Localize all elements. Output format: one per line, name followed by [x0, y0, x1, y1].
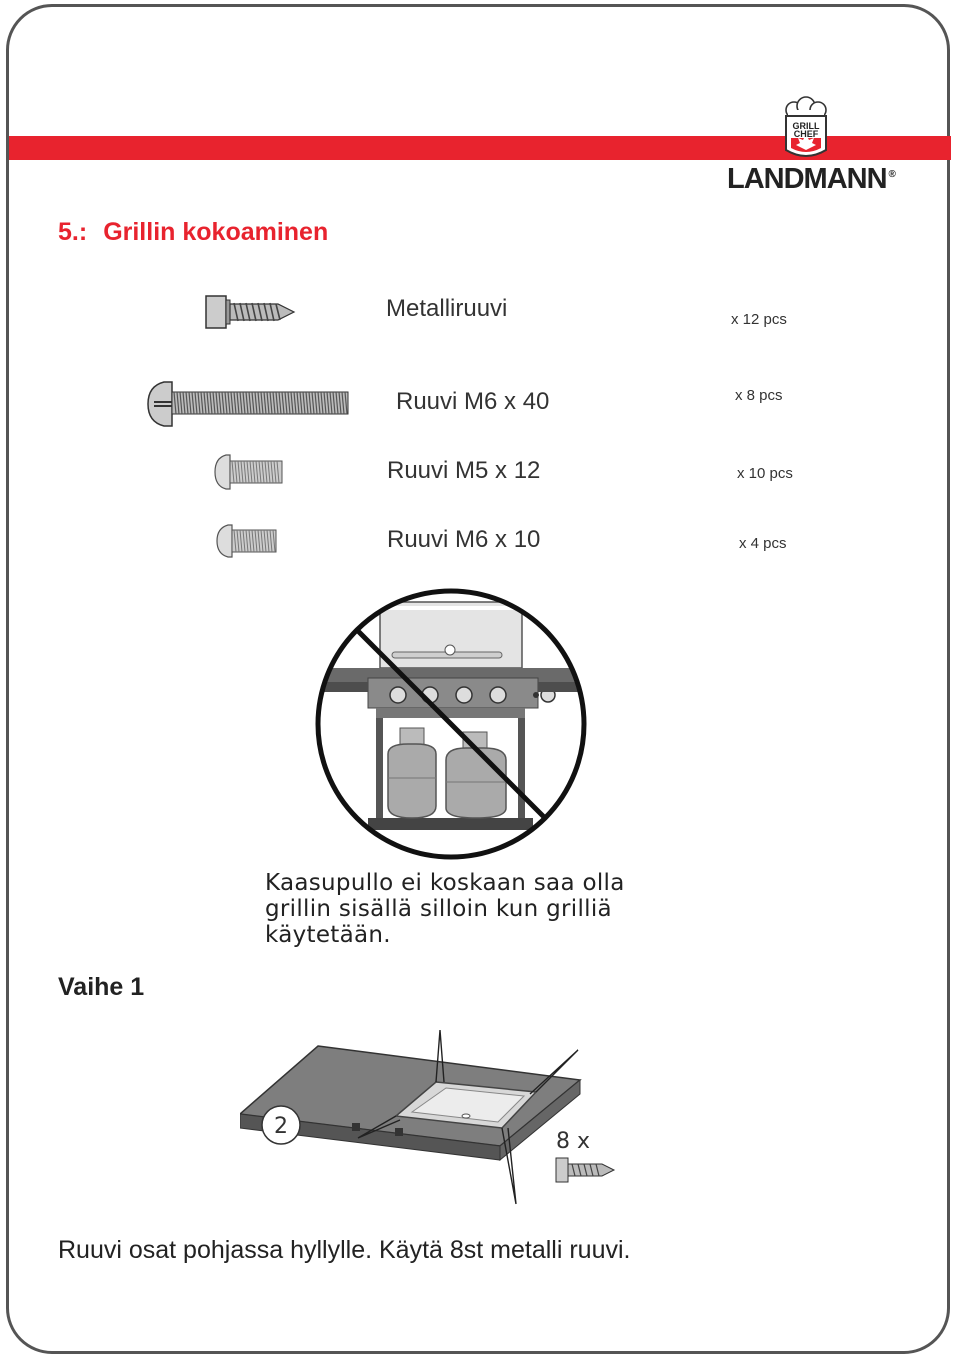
callout-number: 2 — [274, 1114, 288, 1139]
instruction-text: Ruuvi osat pohjassa hyllylle. Käytä 8st metalli ruuvi. — [58, 1236, 631, 1264]
bolt-m6x40-icon — [144, 378, 354, 430]
logo-text-grill: GRILL — [792, 121, 820, 131]
section-title — [58, 218, 344, 247]
bolt-m6x10-icon — [214, 522, 282, 560]
section-title-text: Grillin kokoaminen — [103, 218, 329, 246]
bolt-m5x12-icon — [212, 452, 286, 492]
metal-screw-icon — [200, 290, 300, 336]
part-name-m6x40: Ruuvi M6 x 40 — [396, 388, 550, 415]
gas-bottle-right — [446, 732, 506, 818]
gas-bottle-left — [388, 728, 436, 818]
part-name-m6x10: Ruuvi M6 x 10 — [387, 526, 541, 553]
logo-text-chef: CHEF — [793, 129, 819, 139]
no-gas-bottle-inside-illustration — [308, 582, 598, 867]
brand-wordmark: LANDMANN ® — [727, 163, 895, 195]
part-name-metalliruuvi: Metalliruuvi — [386, 295, 508, 322]
part-qty-m6x40: x 8 pcs — [735, 387, 783, 404]
screw-count-label: 8 x — [556, 1129, 591, 1154]
part-qty-m6x10: x 4 pcs — [739, 535, 787, 552]
part-name-m5x12: Ruuvi M5 x 12 — [387, 457, 541, 484]
section-number: 5.: — [58, 218, 88, 246]
shelf-assembly-illustration — [240, 1028, 620, 1210]
warning-text: Kaasupullo ei koskaan saa olla grillin sisällä silloin kun grilliä käytetään. — [265, 870, 625, 948]
part-qty-metalliruuvi: x 12 pcs — [731, 311, 787, 328]
small-metal-screw-icon — [556, 1158, 614, 1182]
step-label: Vaihe 1 — [58, 973, 145, 1001]
part-qty-m5x12: x 10 pcs — [737, 465, 793, 482]
